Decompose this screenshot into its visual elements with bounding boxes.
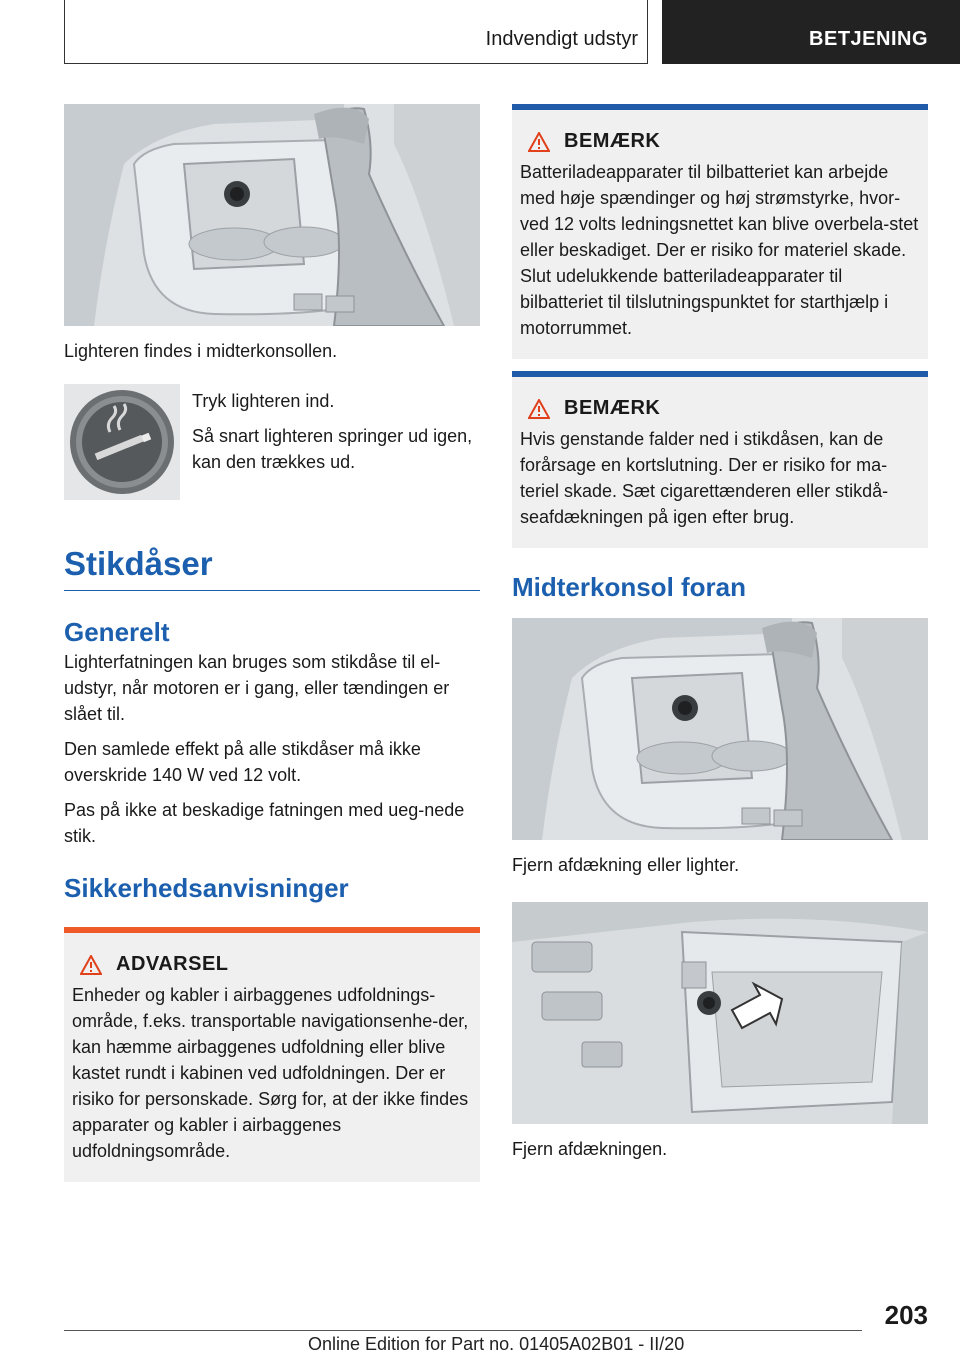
lighter-steps xyxy=(192,388,480,500)
notice-text: Hvis genstande falder ned i stikdåsen, kan de forårsage en kortslutning. Der er risiko for ma-teriel skade. Sæt cigarettænderen eller stikdå-seafdækningen på igen efter brug. xyxy=(520,429,889,527)
general-paragraph: Den samlede effekt på alle stikdåser må ikke overskride 140 W ved 12 volt. xyxy=(64,739,421,785)
page-number: 203 xyxy=(884,1300,928,1330)
lighter-step: Tryk lighteren ind. xyxy=(192,391,335,411)
general-paragraph: Pas på ikke at beskadige fatningen med ueg-nede stik. xyxy=(64,800,465,846)
photo-caption: Fjern afdækningen. xyxy=(512,1139,668,1159)
section-heading: Stikdåser xyxy=(64,544,480,591)
socket-photo xyxy=(512,902,928,1124)
notice-title-text: BEMÆRK xyxy=(564,130,661,152)
warning-triangle-icon xyxy=(80,955,102,975)
lighter-instructions xyxy=(64,384,480,500)
warning-title xyxy=(80,953,472,976)
warning-box xyxy=(64,927,480,1182)
notice-title-text: BEMÆRK xyxy=(564,397,661,419)
console-illustration xyxy=(64,104,480,326)
subheading-safety: Sikkerhedsanvisninger xyxy=(64,873,349,903)
header-chapter-tab: BETJENING xyxy=(662,0,960,64)
notice-title xyxy=(528,130,920,153)
lighter-icon-frame xyxy=(64,384,180,500)
notice-box-2 xyxy=(512,371,928,548)
right-column xyxy=(512,104,928,1162)
notice-title xyxy=(528,397,920,420)
console-photo-2 xyxy=(512,618,928,840)
notice-text: Batteriladeapparater til bilbatteriet kan arbejde med høje spændinger og høj strømstyrke, hvor-ved 12 volts ledningsnettet kan blive overbela-stet eller beskadiget. Der er risiko for materiel skade. Slut udelukkende batteriladeapparater til bilbatteriet til tilslutningspunktet for starthjælp i motorrummet. xyxy=(520,162,919,338)
warning-title-text: ADVARSEL xyxy=(116,953,229,975)
socket-illustration xyxy=(512,902,928,1124)
subheading-general: Generelt xyxy=(64,617,170,647)
notice-triangle-icon xyxy=(528,399,550,419)
notice-triangle-icon xyxy=(528,132,550,152)
general-paragraph: Lighterfatningen kan bruges som stikdåse til el-udstyr, når motoren er i gang, eller tændingen er slået til. xyxy=(64,652,450,724)
lighter-step: Så snart lighteren springer ud igen, kan den trækkes ud. xyxy=(192,426,473,472)
left-column xyxy=(64,104,480,1182)
warning-text: Enheder og kabler i airbaggenes udfoldnings-område, f.eks. transportable navigationsenhe-der, kan hæmme airbaggenes udfoldning eller blive kastet rundt i kabinen ved udfoldningen. Der er risiko for personskade. Sørg for, at der ikke findes apparater og kabler i airbaggenes udfoldningsområde. xyxy=(72,985,469,1161)
photo-caption: Lighteren findes i midterkonsollen. xyxy=(64,341,338,361)
notice-box-1 xyxy=(512,104,928,359)
cigarette-lighter-icon xyxy=(64,384,180,500)
console-illustration xyxy=(512,618,928,840)
subheading-front-console: Midterkonsol foran xyxy=(512,572,747,602)
footer-edition: Online Edition for Part no. 01405A02B01 - II/20 xyxy=(308,1334,685,1354)
header-section-title: Indvendigt udstyr xyxy=(485,28,638,50)
footer-divider xyxy=(64,1330,862,1331)
photo-caption: Fjern afdækning eller lighter. xyxy=(512,855,740,875)
console-photo xyxy=(64,104,480,326)
